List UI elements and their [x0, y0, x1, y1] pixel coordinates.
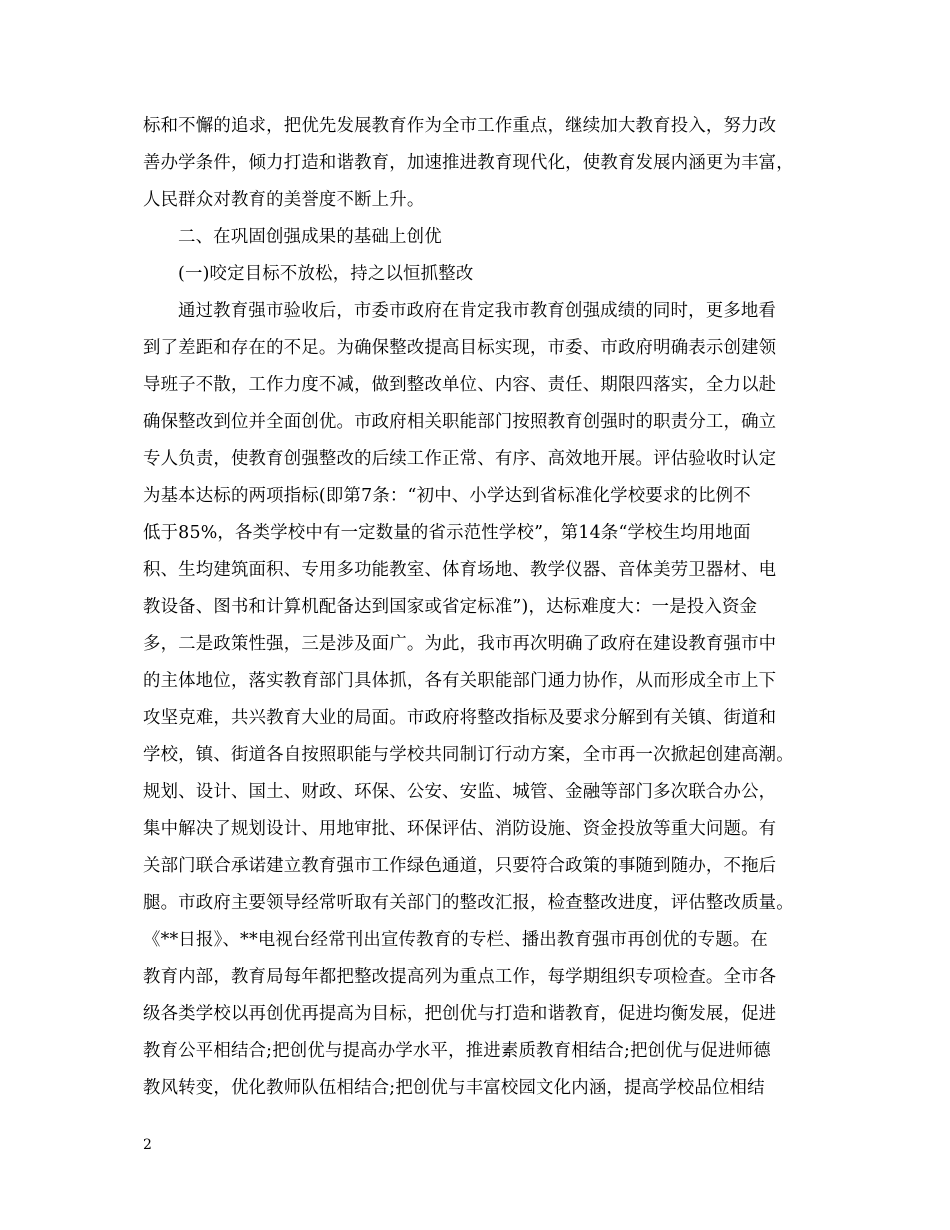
text-line: 确保整改到位并全面创优。市政府相关职能部门按照教育创强时的职责分工，确立 [143, 412, 777, 432]
text-line: 为基本达标的两项指标(即第7条：“初中、小学达到省标准化学校要求的比例不 [143, 486, 751, 506]
text-line: 教设备、图书和计算机配备达到国家或省定标准”)，达标难度大：一是投入资金 [143, 597, 758, 617]
subsection-heading: (一)咬定目标不放松，持之以恒抓整改 [178, 264, 474, 284]
section-heading: 二、在巩固创强成果的基础上创优 [178, 227, 442, 247]
text-line: 关部门联合承诺建立教育强市工作绿色通道，只要符合政策的事随到随办，不拖后 [143, 856, 777, 876]
text-line: 《**日报》、**电视台经常刊出宣传教育的专栏、播出教育强市再创优的专题。在 [143, 930, 768, 950]
text-line: 攻坚克难，共兴教育大业的局面。市政府将整改指标及要求分解到有关镇、街道和 [143, 708, 777, 728]
text-line: 级各类学校以再创优再提高为目标，把创优与打造和谐教育，促进均衡发展，促进 [143, 1004, 777, 1024]
text-line: 低于85%，各类学校中有一定数量的省示范性学校”，第14条“学校生均用地面 [143, 523, 751, 543]
document-body [143, 108, 819, 1107]
text-line: 通过教育强市验收后，市委市政府在肯定我市教育创强成绩的同时，更多地看 [178, 301, 777, 321]
text-line: 教风转变，优化教师队伍相结合;把创优与丰富校园文化内涵，提高学校品位相结 [143, 1078, 765, 1098]
text-line: 专人负责，使教育创强整改的后续工作正常、有序、高效地开展。评估验收时认定 [143, 449, 777, 469]
text-line: 积、生均建筑面积、专用多功能教室、体育场地、教学仪器、音体美劳卫器材、电 [143, 560, 777, 580]
text-line: 多，二是政策性强，三是涉及面广。为此，我市再次明确了政府在建设教育强市中 [143, 634, 777, 654]
text-line: 人民群众对教育的美誉度不断上升。 [143, 190, 425, 210]
text-line: 善办学条件，倾力打造和谐教育，加速推进教育现代化，使教育发展内涵更为丰富， [143, 153, 794, 173]
text-line: 教育公平相结合;把创优与提高办学水平，推进素质教育相结合;把创优与促进师德 [143, 1041, 771, 1061]
text-line: 标和不懈的追求，把优先发展教育作为全市工作重点，继续加大教育投入，努力改 [143, 116, 777, 136]
text-line: 教育内部，教育局每年都把整改提高列为重点工作，每学期组织专项检查。全市各 [143, 967, 777, 987]
text-line: 规划、设计、国土、财政、环保、公安、安监、城管、金融等部门多次联合办公， [143, 782, 777, 802]
text-line: 腿。市政府主要领导经常听取有关部门的整改汇报，检查整改进度，评估整改质量。 [143, 893, 794, 913]
text-line: 的主体地位，落实教育部门具体抓，各有关职能部门通力协作，从而形成全市上下 [143, 671, 777, 691]
text-line: 到了差距和存在的不足。为确保整改提高目标实现，市委、市政府明确表示创建领 [143, 338, 777, 358]
text-line: 学校，镇、街道各自按照职能与学校共同制订行动方案，全市再一次掀起创建高潮。 [143, 745, 794, 765]
text-line: 导班子不散，工作力度不减，做到整改单位、内容、责任、期限四落实，全力以赴 [143, 375, 777, 395]
page-number: 2 [143, 1137, 152, 1153]
text-line: 集中解决了规划设计、用地审批、环保评估、消防设施、资金投放等重大问题。有 [143, 819, 777, 839]
